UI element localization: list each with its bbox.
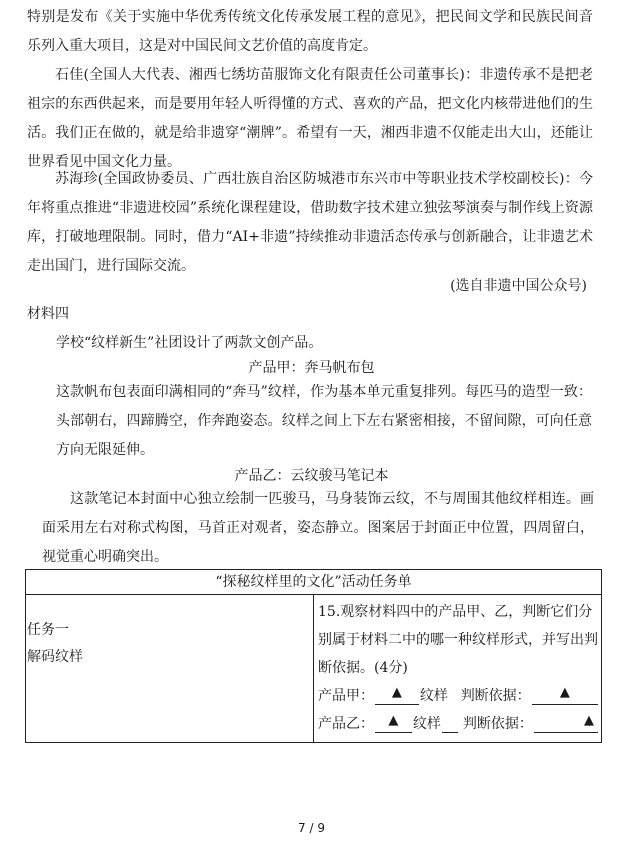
paragraph-1: 特别是发布《关于实施中华优秀传统文化传承发展工程的意见》，把民间文学和民族民间音乐列入重大项目，这是对中国民间文艺价值的高度肯定。 — [27, 9, 593, 54]
product-b-extra-blank[interactable] — [442, 715, 458, 733]
product-b-basis-blank[interactable] — [534, 715, 598, 733]
product-b-basis-label: 判断依据： — [462, 716, 533, 732]
task-label-line1: 任务一 — [27, 622, 69, 638]
material-label: 材料四 — [27, 306, 69, 322]
product-b-pattern-label: 纹样 — [412, 716, 441, 732]
task-table-title: “探秘纹样里的文化”活动任务单 — [26, 570, 602, 595]
source-note: (选自非遗中国公众号) — [450, 278, 587, 294]
task-table — [25, 569, 602, 743]
product-a-basis-blank[interactable] — [532, 687, 598, 705]
blank-marker-icon: ▲ — [391, 685, 402, 700]
blank-marker-icon: ▲ — [559, 685, 570, 700]
paragraph-2: 石佳(全国人大代表、湘西七绣坊苗服饰文化有限责任公司董事长)：非遗传承不是把老祖宗的东西供起来，而是要用年轻人听得懂的方式、喜欢的产品，把文化内核带进他们的生活。我们正在做的，就是给非遗穿“潮牌”。希望有一天，湘西非遗不仅能走出大山，还能让世界看见中国文化力量。 — [27, 67, 593, 170]
product-a-title: 产品甲：奔马帆布包 — [248, 360, 375, 376]
product-a-description: 这款帆布包表面印满相同的“奔马”纹样，作为基本单元重复排列。每匹马的造型一致：头部朝右，四蹄腾空，作奔跑姿态。纹样之间上下左右紧密相接，不留间隙，可向任意方向无限延伸。 — [56, 384, 592, 458]
product-a-answer-row — [318, 682, 599, 710]
blank-marker-icon: ▲ — [388, 713, 399, 728]
paragraph-3: 苏海珍(全国政协委员、广西壮族自治区防城港市东兴市中等职业技术学校副校长)：今年将重点推进“非遗进校园”系统化课程建设，借助数字技术建立独弦琴演奏与制作线上资源库，打破地理限制。同时，借力“AI+非遗”持续推动非遗活态传承与创新融合，让非遗艺术走出国门，进行国际交流。 — [27, 171, 593, 274]
product-a-label: 产品甲： — [318, 688, 374, 704]
product-b-description: 这款笔记本封面中心独立绘制一匹骏马，马身装饰云纹，不与周围其他纹样相连。画面采用左右对称式构图，马首正对观者，姿态静立。图案居于封面正中位置，四周留白，视觉重心明确突出。 — [42, 491, 594, 565]
task-label-cell — [26, 595, 314, 743]
page-number: 7 / 9 — [298, 821, 325, 835]
task-label-line2: 解码纹样 — [27, 649, 83, 665]
blank-marker-icon: ▲ — [584, 713, 595, 728]
product-b-answer-row — [318, 710, 599, 738]
task-content-cell — [314, 595, 602, 743]
product-b-label: 产品乙： — [318, 716, 374, 732]
product-a-basis-label: 判断依据： — [460, 688, 531, 704]
product-b-title: 产品乙：云纹骏马笔记本 — [234, 468, 389, 484]
product-a-pattern-label: 纹样 — [419, 688, 448, 704]
product-a-pattern-blank[interactable] — [375, 687, 419, 705]
product-b-pattern-blank[interactable] — [375, 715, 412, 733]
material-intro: 学校“纹样新生”社团设计了两款文创产品。 — [56, 335, 323, 351]
question-text: 15.观察材料四中的产品甲、乙，判断它们分别属于材料二中的哪一种纹样形式，并写出判断依据。(4分) — [318, 604, 598, 676]
